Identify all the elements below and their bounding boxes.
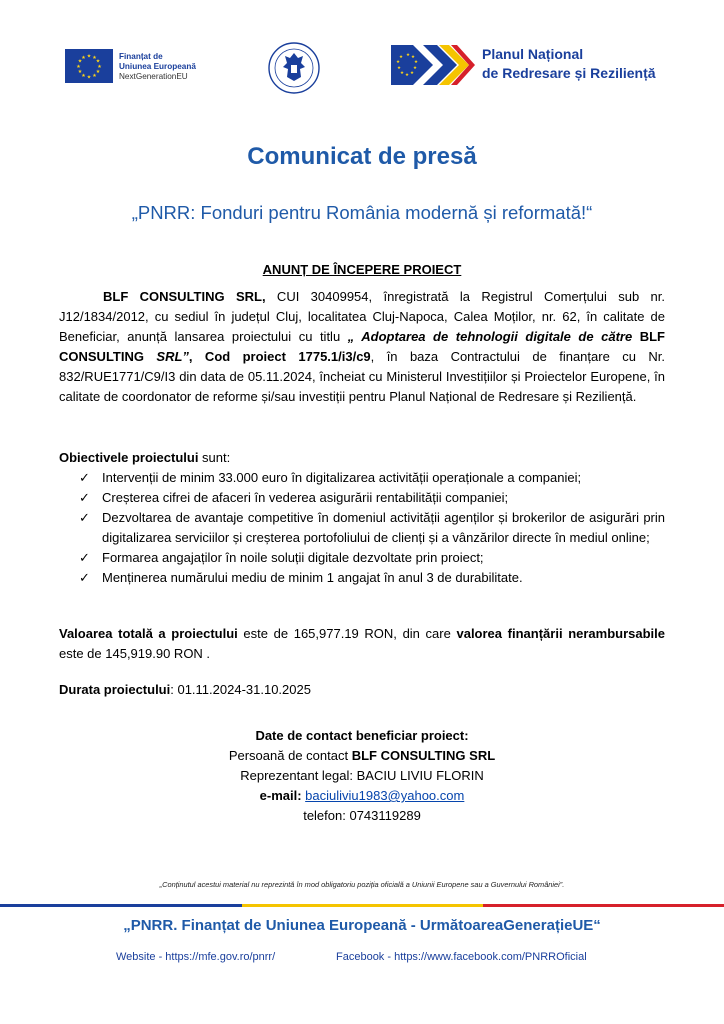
svg-text:★: ★ <box>398 55 404 60</box>
svg-text:★: ★ <box>413 60 419 65</box>
duration-label: Durata proiectului <box>59 682 171 697</box>
romanian-government-seal-icon <box>267 41 321 95</box>
value-label: Valoarea totală a proiectului <box>59 626 238 641</box>
contact-email <box>0 786 724 806</box>
page-title: Comunicat de presă <box>247 143 477 170</box>
disclaimer: „Conținutul acestui material nu reprezintă în mod obligatoriu poziția oficială a Uniunii Europene sau a Guvernului României”. <box>159 880 565 889</box>
eu-line-1: Finanțat de <box>119 52 163 61</box>
announcement-heading: ANUNȚ DE ÎNCEPERE PROIECT <box>262 262 462 277</box>
objective-text: Formarea angajaților în noile soluții digitale dezvoltate prin proiect; <box>102 550 484 565</box>
intro-text-2: , în baza Contractului de finanțare cu Nr. 832/RUE1771/C9/I3 din data de 05.11.2024, încheiat cu Ministerul Investițiilor și Proiectelor Europene, în calitate de coordonator de reforme și/sau investiții pentru Planul Național de Redresare și Reziliență. <box>59 349 665 404</box>
checkmark-icon: ✓ <box>79 570 90 585</box>
svg-text:★: ★ <box>81 55 86 61</box>
svg-text:★: ★ <box>97 64 102 70</box>
svg-text:★: ★ <box>92 55 97 61</box>
footer-facebook-link[interactable]: Facebook - https://www.facebook.com/PNRROficial <box>336 951 587 963</box>
svg-text:★: ★ <box>77 58 83 65</box>
pnrr-logo-icon <box>391 43 475 87</box>
svg-text:★: ★ <box>405 53 411 58</box>
contact-person-label: Persoană de contact <box>228 748 352 763</box>
objectives-list <box>79 468 665 588</box>
eu-funding-label <box>119 52 196 82</box>
pnrr-line-1: Planul Național <box>482 46 584 62</box>
contact-phone: telefon: 0743119289 <box>303 808 421 823</box>
value-text-2: este de 145,919.90 RON . <box>59 646 211 661</box>
svg-text:★: ★ <box>409 71 415 76</box>
list-item <box>79 568 665 588</box>
eu-line-2: Uniunea Europeană <box>119 62 196 71</box>
svg-text:★: ★ <box>412 66 418 71</box>
email-link[interactable]: baciuliviu1983@yahoo.com <box>305 788 465 803</box>
company-name: BLF CONSULTING SRL, <box>103 289 266 304</box>
svg-text:★: ★ <box>95 58 101 65</box>
pnrr-label <box>482 45 656 83</box>
svg-text:★: ★ <box>404 73 410 78</box>
svg-text:★: ★ <box>86 74 92 81</box>
checkmark-icon: ✓ <box>79 510 90 525</box>
objective-text: Intervenții de minim 33.000 euro în digitalizarea activității operaționale a companiei; <box>102 470 582 485</box>
svg-text:★: ★ <box>81 73 86 79</box>
svg-text:★: ★ <box>410 55 416 60</box>
svg-text:★: ★ <box>86 53 92 60</box>
objective-text: Menținerea numărului mediu de minim 1 angajat în anul 3 de durabilitate. <box>102 570 523 585</box>
page-subtitle: „PNRR: Fonduri pentru România modernă și reformată!“ <box>131 202 593 223</box>
legal-representative: Reprezentant legal: BACIU LIVIU FLORIN <box>240 768 484 783</box>
pnrr-line-2: de Redresare și Reziliență <box>482 65 656 81</box>
footer-website-link[interactable]: Website - https://mfe.gov.ro/pnrr/ <box>116 951 276 963</box>
intro-text-1: CUI 30409954, înregistrată la Registrul Comerțului sub nr. J12/1834/2012, cu sediul în județul Cluj, localitatea Cluj-Napoca, Calea Moților, nr. 62, în calitate de Beneficiar, anunță lansarea proiectului cu titlu <box>59 289 665 344</box>
svg-text:★: ★ <box>396 66 402 71</box>
email-label: e-mail: <box>259 788 306 803</box>
tricolor-divider <box>0 904 724 907</box>
objectives-title <box>59 448 665 468</box>
duration-value: : 01.11.2024-31.10.2025 <box>170 682 311 697</box>
list-item <box>79 548 665 568</box>
checkmark-icon: ✓ <box>79 550 90 565</box>
objective-text: Dezvoltarea de avantaje competitive în domeniul activității agenților și brokerilor de asigurări prin digitalizarea serviciilor și creșterea portofoliului de clienți și a vânzărilor directe în mediul online; <box>102 510 665 545</box>
contact-person <box>0 746 724 766</box>
checkmark-icon: ✓ <box>79 490 90 505</box>
contact-title: Date de contact beneficiar proiect: <box>255 728 469 743</box>
list-item <box>79 488 665 508</box>
project-code: , Cod proiect 1775.1/i3/c9 <box>188 349 371 364</box>
project-value <box>59 624 665 664</box>
objective-text: Creșterea cifrei de afaceri în vederea asigurării rentabilității companiei; <box>102 490 509 505</box>
contact-block <box>0 726 724 826</box>
svg-text:★: ★ <box>76 64 81 70</box>
objectives-title-rest: sunt: <box>198 450 231 465</box>
project-title-1: „ Adoptarea de tehnologii digitale de către <box>347 329 640 344</box>
project-title-company: BLF CONSULTING <box>59 329 665 364</box>
objectives-title-bold: Obiectivele proiectului <box>59 450 199 465</box>
svg-text:★: ★ <box>92 73 97 79</box>
footer-slogan: „PNRR. Finanțat de Uniunea Europeană - UrmătoareaGenerațieUE“ <box>123 917 601 934</box>
project-title-2: SRL” <box>143 349 189 364</box>
checkmark-icon: ✓ <box>79 470 90 485</box>
list-item <box>79 468 665 488</box>
eu-flag-icon <box>65 49 113 83</box>
eu-line-3: NextGenerationEU <box>119 72 188 81</box>
list-item <box>79 508 665 548</box>
intro-paragraph <box>59 287 665 407</box>
project-duration <box>59 680 665 700</box>
svg-text:★: ★ <box>395 60 401 65</box>
value-label-2: valorea finanțării nerambursabile <box>456 626 666 641</box>
contact-person-company: BLF CONSULTING SRL <box>351 748 496 763</box>
value-text-1: este de 165,977.19 RON, din care <box>237 626 457 641</box>
svg-text:★: ★ <box>77 69 83 76</box>
svg-text:★: ★ <box>95 69 101 76</box>
svg-text:★: ★ <box>399 71 405 76</box>
